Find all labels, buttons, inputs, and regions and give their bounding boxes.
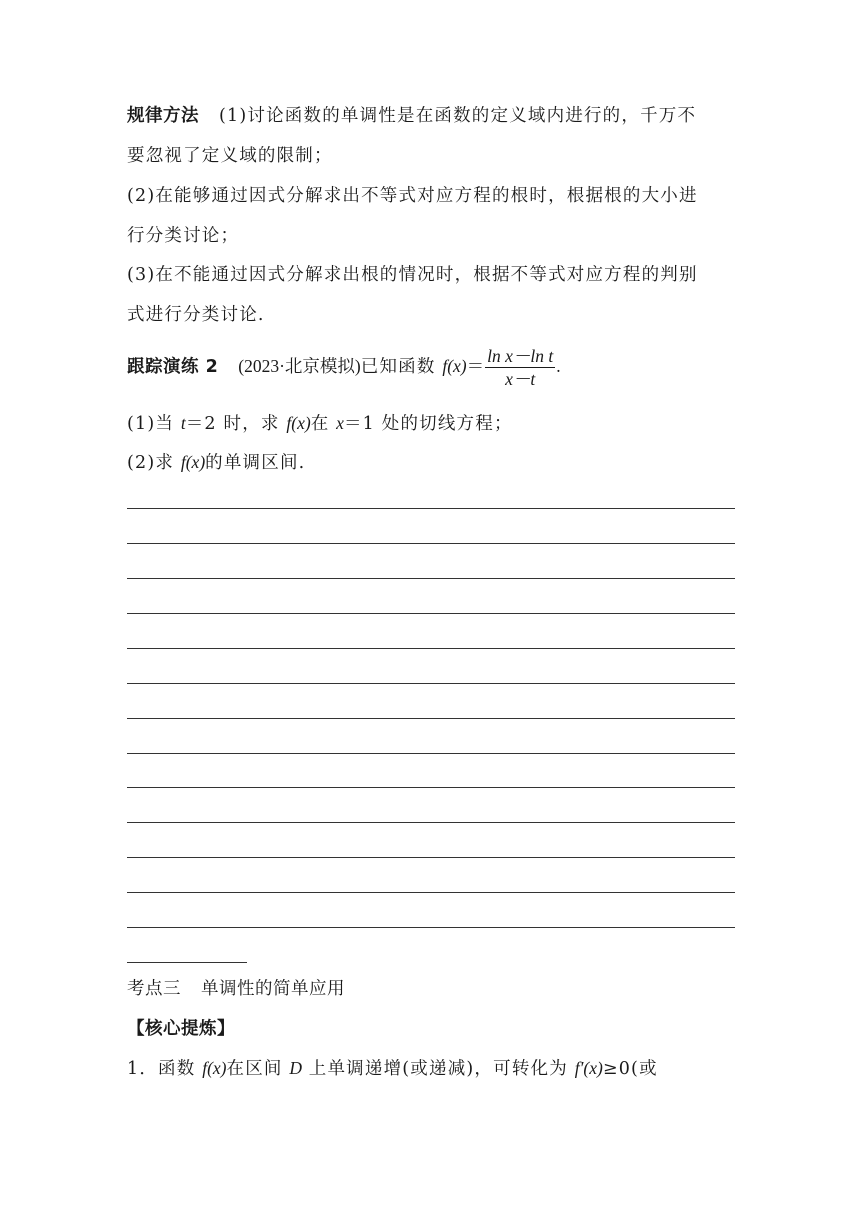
method-p1-cont: 要忽视了定义域的限制； — [127, 146, 333, 166]
method-p2: (2)在能够通过因式分解求出不等式对应方程的根时，根据根的大小进 — [127, 186, 698, 206]
q1-rest: ＝1 处的切线方程； — [343, 414, 513, 434]
answer-line[interactable] — [127, 648, 735, 649]
method-p2-cont: 行分类讨论； — [127, 226, 240, 246]
item1-mid2: 上单调递增(或递减)，可转化为 — [302, 1059, 575, 1079]
exercise-label: 跟踪演练 2 — [127, 357, 219, 377]
method-p3-cont: 式进行分类讨论. — [127, 305, 265, 325]
answer-line[interactable] — [127, 508, 735, 509]
core-label: 【核心提炼】 — [127, 1019, 235, 1039]
method-line-6 — [127, 303, 737, 327]
exercise-stem — [127, 343, 737, 390]
q2-f: f(x) — [180, 452, 206, 472]
q1-prefix: (1)当 — [127, 414, 181, 434]
q2-rest: 的单调区间. — [205, 453, 306, 473]
core-item-1 — [127, 1056, 737, 1081]
exercise-source: (2023·北京模拟) — [238, 356, 361, 376]
q1-t: t — [180, 413, 186, 433]
item1-mid: 在区间 — [226, 1059, 290, 1079]
exercise-eq: ＝ — [466, 356, 485, 376]
exercise-func: f(x) — [442, 356, 467, 376]
exercise-q2 — [127, 450, 737, 475]
q1-f: f(x) — [286, 413, 311, 433]
method-p1: (1)讨论函数的单调性是在函数的定义域内进行的，千万不 — [219, 106, 697, 126]
method-line-2 — [127, 144, 737, 168]
item1-D: D — [289, 1058, 303, 1078]
item1-prefix: 1．函数 — [127, 1059, 203, 1079]
section-heading — [127, 977, 737, 1001]
item1-f: f(x) — [202, 1058, 227, 1078]
answer-line[interactable] — [127, 543, 735, 544]
section-divider — [127, 962, 247, 963]
fraction-denominator: x－t — [505, 369, 536, 389]
answer-line[interactable] — [127, 822, 735, 823]
answer-line[interactable] — [127, 718, 735, 719]
q1-eq2: ＝2 时，求 — [185, 414, 287, 434]
method-p3: (3)在不能通过因式分解求出根的情况时，根据不等式对应方程的判别 — [127, 265, 698, 285]
exercise-fraction — [485, 345, 555, 390]
answer-line[interactable] — [127, 892, 735, 893]
section-title: 单调性的简单应用 — [201, 979, 345, 999]
q2-prefix: (2)求 — [127, 453, 181, 473]
method-line-5 — [127, 263, 737, 287]
answer-line[interactable] — [127, 578, 735, 579]
method-line-4 — [127, 224, 737, 248]
answer-line[interactable] — [127, 683, 735, 684]
answer-line[interactable] — [127, 787, 735, 788]
method-label: 规律方法 — [127, 106, 199, 126]
answer-line[interactable] — [127, 613, 735, 614]
q1-at: 在 — [310, 414, 337, 434]
answer-line[interactable] — [127, 857, 735, 858]
item1-fx: (x) — [583, 1058, 603, 1078]
section-number: 考点三 — [127, 979, 181, 999]
method-line-1 — [127, 104, 737, 128]
answer-line[interactable] — [127, 753, 735, 754]
exercise-period: . — [556, 356, 561, 376]
item1-fp: f′ — [574, 1058, 584, 1078]
method-line-3 — [127, 184, 737, 208]
exercise-stem-prefix: 已知函数 — [360, 357, 443, 377]
item1-end: ≥0(或 — [602, 1059, 658, 1079]
fraction-numerator: ln x－ln t — [487, 346, 554, 366]
q1-x: x — [336, 413, 344, 433]
exercise-q1 — [127, 411, 737, 436]
answer-line[interactable] — [127, 927, 735, 928]
